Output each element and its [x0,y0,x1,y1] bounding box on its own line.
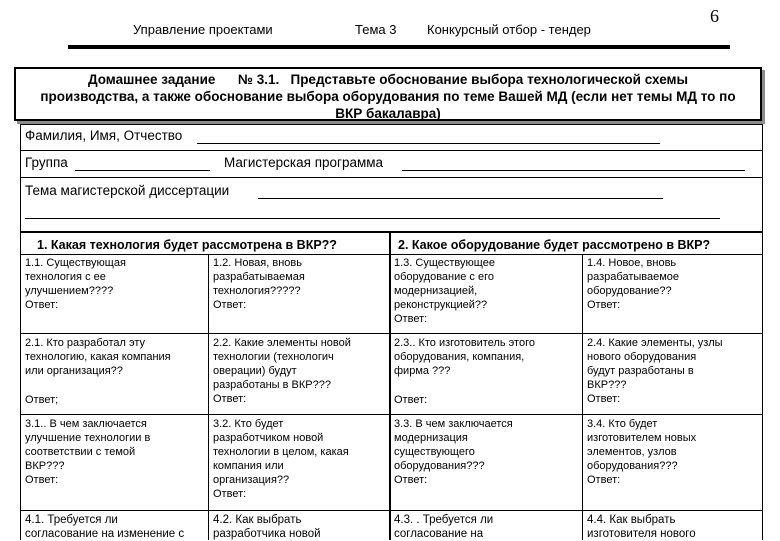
question-cell-1-1 [25,256,205,312]
question-cell-1-4 [587,256,759,312]
answer-label[interactable]: Ответ: [587,474,621,486]
answer-label[interactable]: Ответ: [25,299,59,311]
question-cell-3-1 [25,417,205,487]
answer-label[interactable]: Ответ: [394,313,428,325]
question-cell-3-3 [394,417,580,487]
thesis-field-line-2[interactable] [25,218,720,219]
course-title: Управление проектами [133,22,273,37]
question-cell-2-2 [213,336,387,406]
question-text: 4.1. Требуется ли согласование на изменение с [25,514,185,540]
header-rule [68,45,730,49]
section-equipment-title: 2. Какое оборудование будет рассмотрено в ВКР? [398,238,711,252]
row-divider [20,414,763,415]
answer-label[interactable]: Ответ: [213,299,247,311]
question-cell-4-4 [587,513,759,541]
homework-box [14,67,762,121]
answer-label[interactable]: Ответ: [213,393,247,405]
row-divider [20,333,763,334]
name-label: Фамилия, Имя, Отчество [25,128,183,143]
name-field-line[interactable] [197,143,660,144]
question-text: 1.3. Существующее оборудование с его модернизацией, реконструкцией?? [394,257,495,311]
homework-number: № 3.1. [237,72,280,87]
question-text: 4.2. Как выбрать разработчика новой [213,514,321,540]
question-cell-3-4 [587,417,759,487]
homework-label: Домашнее задание [87,72,216,87]
question-cell-4-3 [394,513,580,541]
question-cell-1-2 [213,256,387,312]
answer-label[interactable]: Ответ; [25,394,59,406]
answer-label[interactable]: Ответ: [394,474,428,486]
divider [20,177,763,178]
group-field-line[interactable] [75,170,210,171]
question-cell-1-3 [394,256,580,326]
question-text: 2.3.. Кто изготовитель этого оборудования, компания, фирма ??? [394,337,535,377]
question-cell-2-1 [25,336,205,378]
question-text: 2.1. Кто разработал эту технологию, какая компания или организация?? [25,337,171,377]
column-divider [208,254,209,540]
divider [20,150,763,151]
divider [20,231,763,233]
question-text: 4.4. Как выбрать изготовителя нового [587,514,696,540]
question-cell-2-3 [394,336,580,378]
page-number: 6 [710,6,719,26]
topic-title: Конкурсный отбор - тендер [427,22,591,37]
question-text: 3.2. Кто будет разработчиком новой технологии в целом, какая компания или организация?? [213,418,349,486]
question-text: 3.4. Кто будет изготовителем новых элементов, узлов оборудования??? [587,418,697,472]
question-text: 4.3. . Требуется ли согласование на [394,514,494,540]
question-cell-4-2 [213,513,387,541]
topic-number: Тема 3 [355,22,397,37]
thesis-field-line[interactable] [258,198,663,199]
answer-label[interactable]: Ответ: [587,393,621,405]
answer-label[interactable]: Ответ: [25,474,59,486]
section-technology-title: 1. Какая технология будет рассмотрена в ВКР?? [37,238,337,252]
group-label: Группа [25,155,68,170]
question-text: 3.1.. В чем заключается улучшение технологии в соответствии с темой ВКР??? [25,418,151,472]
question-text: 1.1. Существующая технология с ее улучшением???? [25,257,126,297]
question-text: 1.2. Новая, вновь разрабатываемая технология????? [213,257,305,297]
thesis-label: Тема магистерской диссертации [25,183,230,198]
program-label: Магистерская программа [224,155,384,170]
row-divider [20,510,763,511]
question-cell-4-1 [25,513,207,541]
homework-text-line2: производства, а также обоснование выбора оборудования по теме Вашей МД (если нет темы МД то по [40,89,736,104]
question-cell-2-4 [587,336,759,406]
question-text: 3.3. В чем заключается модернизация существующего оборудования??? [394,418,513,472]
question-cell-3-2 [213,417,387,501]
answer-label[interactable]: Ответ: [213,488,247,500]
divider [20,254,763,255]
section-divider [389,232,391,540]
question-text: 1.4. Новое, вновь разрабатываемое оборудование?? [587,257,680,297]
answer-cell-2-1 [25,393,205,407]
question-text: 2.4. Какие элементы, узлы нового оборудования будут разработаны в ВКР??? [587,337,723,391]
answer-label[interactable]: Ответ: [394,394,428,406]
question-text: 2.2. Какие элементы новой технологии (технологич оверации) будут разработаны в ВКР??? [213,337,351,391]
column-divider [582,254,583,540]
homework-text-line3: ВКР бакалавра) [335,106,441,121]
answer-cell-2-3 [394,393,580,407]
answer-label[interactable]: Ответ: [587,299,621,311]
homework-text-line1: Представьте обоснование выбора технологической схемы [290,72,689,87]
program-field-line[interactable] [402,170,745,171]
